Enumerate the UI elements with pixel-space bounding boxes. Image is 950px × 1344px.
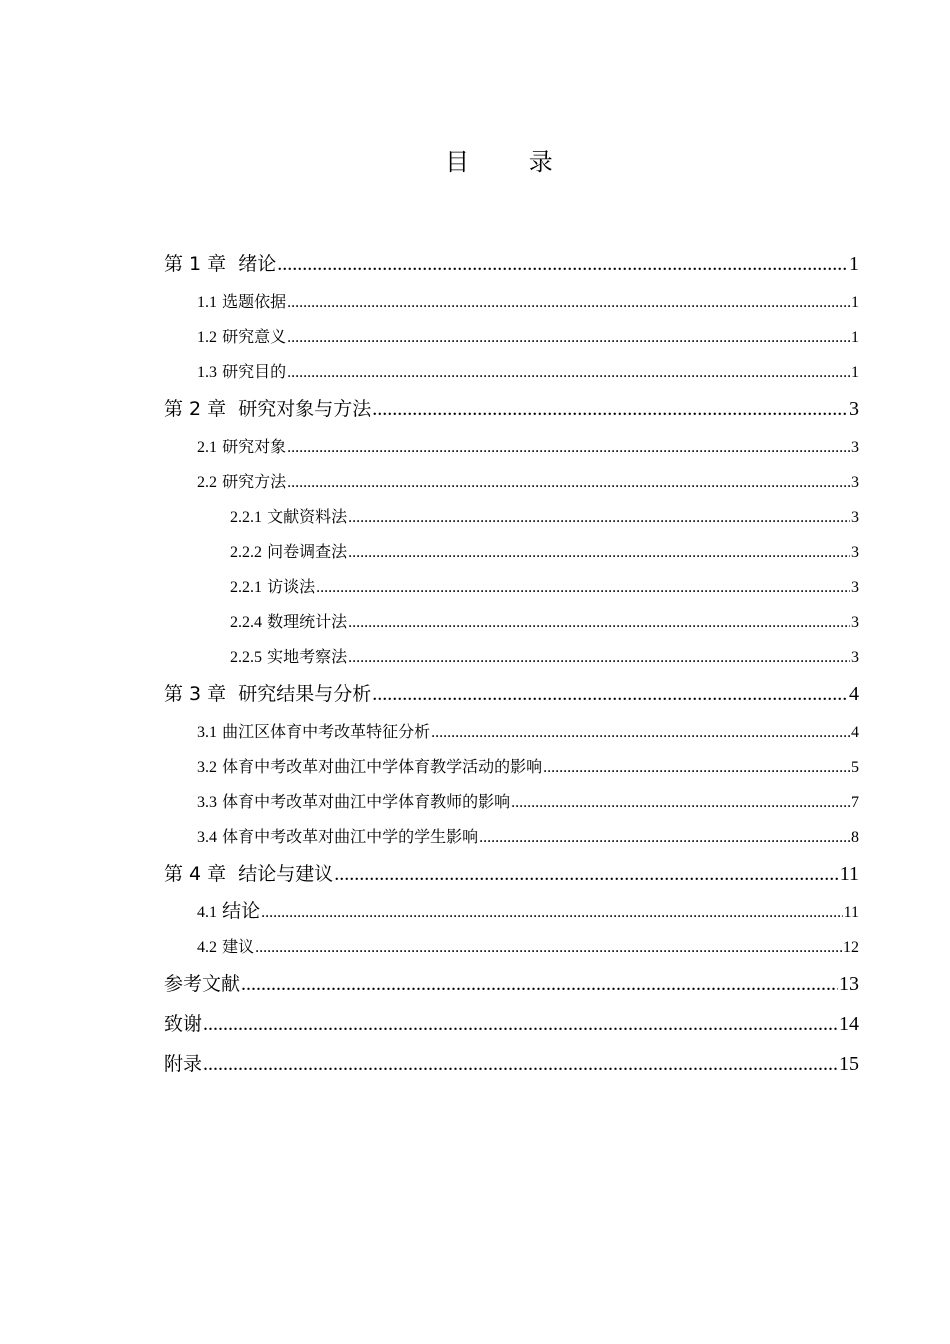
toc-title: 文献资料法 bbox=[267, 507, 348, 526]
toc-page-number: 8 bbox=[851, 829, 859, 846]
toc-page-number: 14 bbox=[839, 1013, 859, 1035]
toc-entry-section[interactable] bbox=[164, 429, 859, 464]
toc-title: 研究结果与分析 bbox=[238, 683, 372, 705]
toc-entry-references[interactable] bbox=[164, 964, 859, 1004]
toc-page-number: 13 bbox=[839, 973, 859, 995]
toc-number: 2.2.2 bbox=[230, 544, 262, 561]
toc-title: 数理统计法 bbox=[267, 612, 348, 631]
dot-leader bbox=[316, 570, 850, 605]
toc-page-number: 1 bbox=[851, 329, 859, 346]
toc-page-number: 12 bbox=[843, 939, 859, 956]
toc-entry-section[interactable] bbox=[164, 464, 859, 499]
toc-number: 1.2 bbox=[197, 329, 217, 346]
toc-title: 研究意义 bbox=[222, 327, 287, 346]
toc-title: 选题依据 bbox=[222, 292, 287, 311]
dot-leader bbox=[287, 285, 850, 320]
toc-number: 2.2 bbox=[197, 474, 217, 491]
dot-leader bbox=[348, 535, 850, 570]
dot-leader bbox=[511, 785, 850, 820]
toc-title: 体育中考改革对曲江中学的学生影响 bbox=[222, 827, 479, 846]
dot-leader bbox=[203, 1004, 838, 1044]
toc-page-number: 3 bbox=[851, 579, 859, 596]
toc-title: 问卷调查法 bbox=[267, 542, 348, 561]
toc-entry-appendix[interactable] bbox=[164, 1044, 859, 1084]
toc-entry-chapter-1[interactable] bbox=[164, 244, 859, 284]
toc-entry-section[interactable] bbox=[164, 819, 859, 854]
toc-page-number: 4 bbox=[849, 683, 859, 705]
toc-number: 2.2.5 bbox=[230, 649, 262, 666]
toc-entry-subsection[interactable] bbox=[164, 534, 859, 569]
toc-title: 建议 bbox=[222, 937, 255, 956]
toc-number: 第 3 章 bbox=[164, 683, 227, 705]
dot-leader bbox=[255, 930, 842, 965]
toc-number: 4.2 bbox=[197, 939, 217, 956]
toc-entry-chapter-4[interactable] bbox=[164, 854, 859, 894]
dot-leader bbox=[287, 465, 850, 500]
toc-number: 第 1 章 bbox=[164, 253, 227, 275]
table-of-contents bbox=[164, 244, 859, 1084]
toc-title: 曲江区体育中考改革特征分析 bbox=[222, 722, 431, 741]
dot-leader bbox=[277, 244, 848, 284]
toc-number: 2.1 bbox=[197, 439, 217, 456]
toc-entry-acknowledgements[interactable] bbox=[164, 1004, 859, 1044]
toc-number: 3.1 bbox=[197, 724, 217, 741]
toc-title: 研究目的 bbox=[222, 362, 287, 381]
dot-leader bbox=[479, 820, 850, 855]
toc-title: 研究对象 bbox=[222, 437, 287, 456]
toc-title: 访谈法 bbox=[267, 577, 316, 596]
page-title: 目 录 bbox=[445, 148, 579, 176]
toc-page-number: 3 bbox=[851, 544, 859, 561]
toc-title: 体育中考改革对曲江中学体育教学活动的影响 bbox=[222, 757, 543, 776]
toc-number: 4.1 bbox=[197, 904, 217, 921]
dot-leader bbox=[431, 715, 850, 750]
toc-entry-section[interactable] bbox=[164, 714, 859, 749]
toc-page-number: 11 bbox=[843, 904, 859, 921]
toc-page-number: 3 bbox=[851, 439, 859, 456]
toc-title: 结论 bbox=[222, 900, 261, 922]
toc-title: 结论与建议 bbox=[238, 863, 334, 885]
toc-number: 2.2.1 bbox=[230, 509, 262, 526]
toc-title: 附录 bbox=[164, 1053, 203, 1075]
toc-entry-subsection[interactable] bbox=[164, 499, 859, 534]
toc-entry-section[interactable] bbox=[164, 319, 859, 354]
toc-entry-subsection[interactable] bbox=[164, 639, 859, 674]
toc-entry-section[interactable] bbox=[164, 354, 859, 389]
toc-title: 参考文献 bbox=[164, 973, 241, 995]
toc-page-number: 3 bbox=[851, 474, 859, 491]
dot-leader bbox=[348, 605, 850, 640]
dot-leader bbox=[287, 430, 850, 465]
toc-entry-section[interactable] bbox=[164, 284, 859, 319]
toc-number: 1.1 bbox=[197, 294, 217, 311]
dot-leader bbox=[348, 640, 850, 675]
toc-number: 第 4 章 bbox=[164, 863, 227, 885]
dot-leader bbox=[241, 964, 838, 1004]
toc-page-number: 3 bbox=[849, 398, 859, 420]
toc-entry-section[interactable] bbox=[164, 784, 859, 819]
toc-title: 研究对象与方法 bbox=[238, 398, 372, 420]
toc-title: 研究方法 bbox=[222, 472, 287, 491]
toc-page-number: 7 bbox=[851, 794, 859, 811]
toc-number: 3.2 bbox=[197, 759, 217, 776]
dot-leader bbox=[203, 1044, 838, 1084]
toc-title: 致谢 bbox=[164, 1013, 203, 1035]
toc-page-number: 11 bbox=[839, 863, 859, 885]
dot-leader bbox=[287, 320, 850, 355]
toc-page-number: 1 bbox=[851, 294, 859, 311]
dot-leader bbox=[543, 750, 850, 785]
toc-page-number: 5 bbox=[851, 759, 859, 776]
toc-page-number: 3 bbox=[851, 614, 859, 631]
toc-entry-chapter-3[interactable] bbox=[164, 674, 859, 714]
toc-entry-section[interactable] bbox=[164, 929, 859, 964]
toc-title: 体育中考改革对曲江中学体育教师的影响 bbox=[222, 792, 511, 811]
toc-entry-subsection[interactable] bbox=[164, 604, 859, 639]
dot-leader bbox=[261, 895, 842, 930]
toc-page-number: 15 bbox=[839, 1053, 859, 1075]
toc-number: 3.4 bbox=[197, 829, 217, 846]
toc-entry-subsection[interactable] bbox=[164, 569, 859, 604]
toc-page-number: 4 bbox=[851, 724, 859, 741]
dot-leader bbox=[372, 674, 848, 714]
toc-number: 第 2 章 bbox=[164, 398, 227, 420]
dot-leader bbox=[372, 389, 848, 429]
toc-number: 2.2.4 bbox=[230, 614, 262, 631]
toc-entry-section[interactable] bbox=[164, 894, 859, 929]
toc-page-number: 3 bbox=[851, 509, 859, 526]
toc-entry-chapter-2[interactable] bbox=[164, 389, 859, 429]
toc-number: 2.2.1 bbox=[230, 579, 262, 596]
dot-leader bbox=[348, 500, 850, 535]
toc-title: 绪论 bbox=[238, 253, 277, 275]
toc-number: 3.3 bbox=[197, 794, 217, 811]
toc-number: 1.3 bbox=[197, 364, 217, 381]
dot-leader bbox=[334, 854, 838, 894]
toc-page-number: 1 bbox=[849, 253, 859, 275]
toc-page-number: 1 bbox=[851, 364, 859, 381]
toc-title: 实地考察法 bbox=[267, 647, 348, 666]
toc-page-number: 3 bbox=[851, 649, 859, 666]
toc-entry-section[interactable] bbox=[164, 749, 859, 784]
dot-leader bbox=[287, 355, 850, 390]
